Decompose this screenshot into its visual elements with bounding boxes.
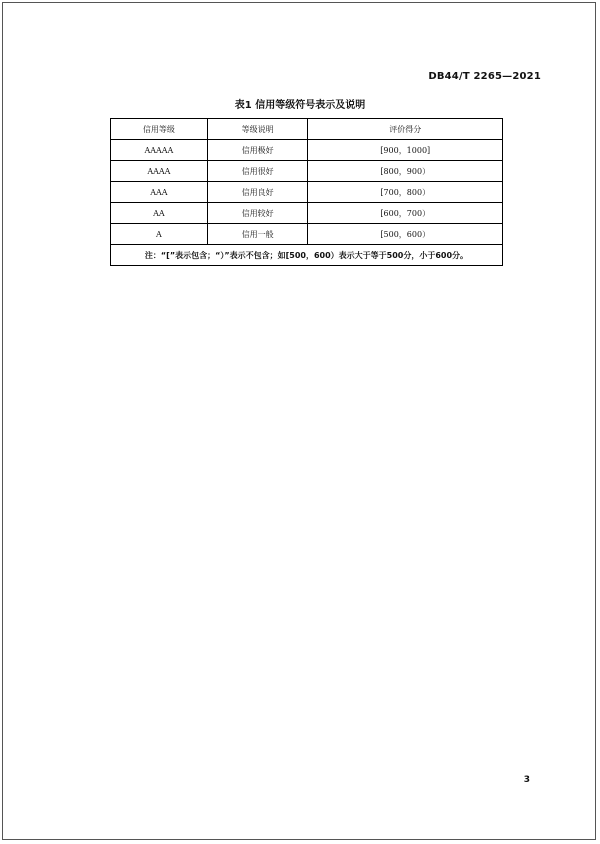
cell-level-description: 信用一般 xyxy=(207,224,308,245)
cell-evaluation-score: [500，600） xyxy=(308,224,503,245)
table-header-row xyxy=(111,119,503,140)
cell-credit-level: AAA xyxy=(111,182,208,203)
cell-level-description: 信用良好 xyxy=(207,182,308,203)
table-row xyxy=(111,140,503,161)
cell-credit-level: AAAA xyxy=(111,161,208,182)
table-note-row xyxy=(111,245,503,266)
cell-level-description: 信用很好 xyxy=(207,161,308,182)
cell-evaluation-score: [600，700） xyxy=(308,203,503,224)
table-row xyxy=(111,161,503,182)
column-header-evaluation-score: 评价得分 xyxy=(308,119,503,140)
cell-evaluation-score: [800，900） xyxy=(308,161,503,182)
table-note: 注：“[”表示包含；“）”表示不包含；如[500，600）表示大于等于500分，小于600分。 xyxy=(111,245,503,266)
column-header-credit-level: 信用等级 xyxy=(111,119,208,140)
cell-credit-level: AAAAA xyxy=(111,140,208,161)
cell-credit-level: AA xyxy=(111,203,208,224)
page-number: 3 xyxy=(523,775,530,785)
table-caption: 表1 信用等级符号表示及说明 xyxy=(234,100,366,111)
cell-level-description: 信用较好 xyxy=(207,203,308,224)
cell-evaluation-score: [700，800） xyxy=(308,182,503,203)
table-row xyxy=(111,203,503,224)
table-row xyxy=(111,224,503,245)
credit-rating-table xyxy=(110,118,503,266)
cell-credit-level: A xyxy=(111,224,208,245)
cell-level-description: 信用极好 xyxy=(207,140,308,161)
column-header-level-description: 等级说明 xyxy=(207,119,308,140)
document-code: DB44/T 2265—2021 xyxy=(428,71,541,82)
cell-evaluation-score: [900，1000] xyxy=(308,140,503,161)
table-row xyxy=(111,182,503,203)
